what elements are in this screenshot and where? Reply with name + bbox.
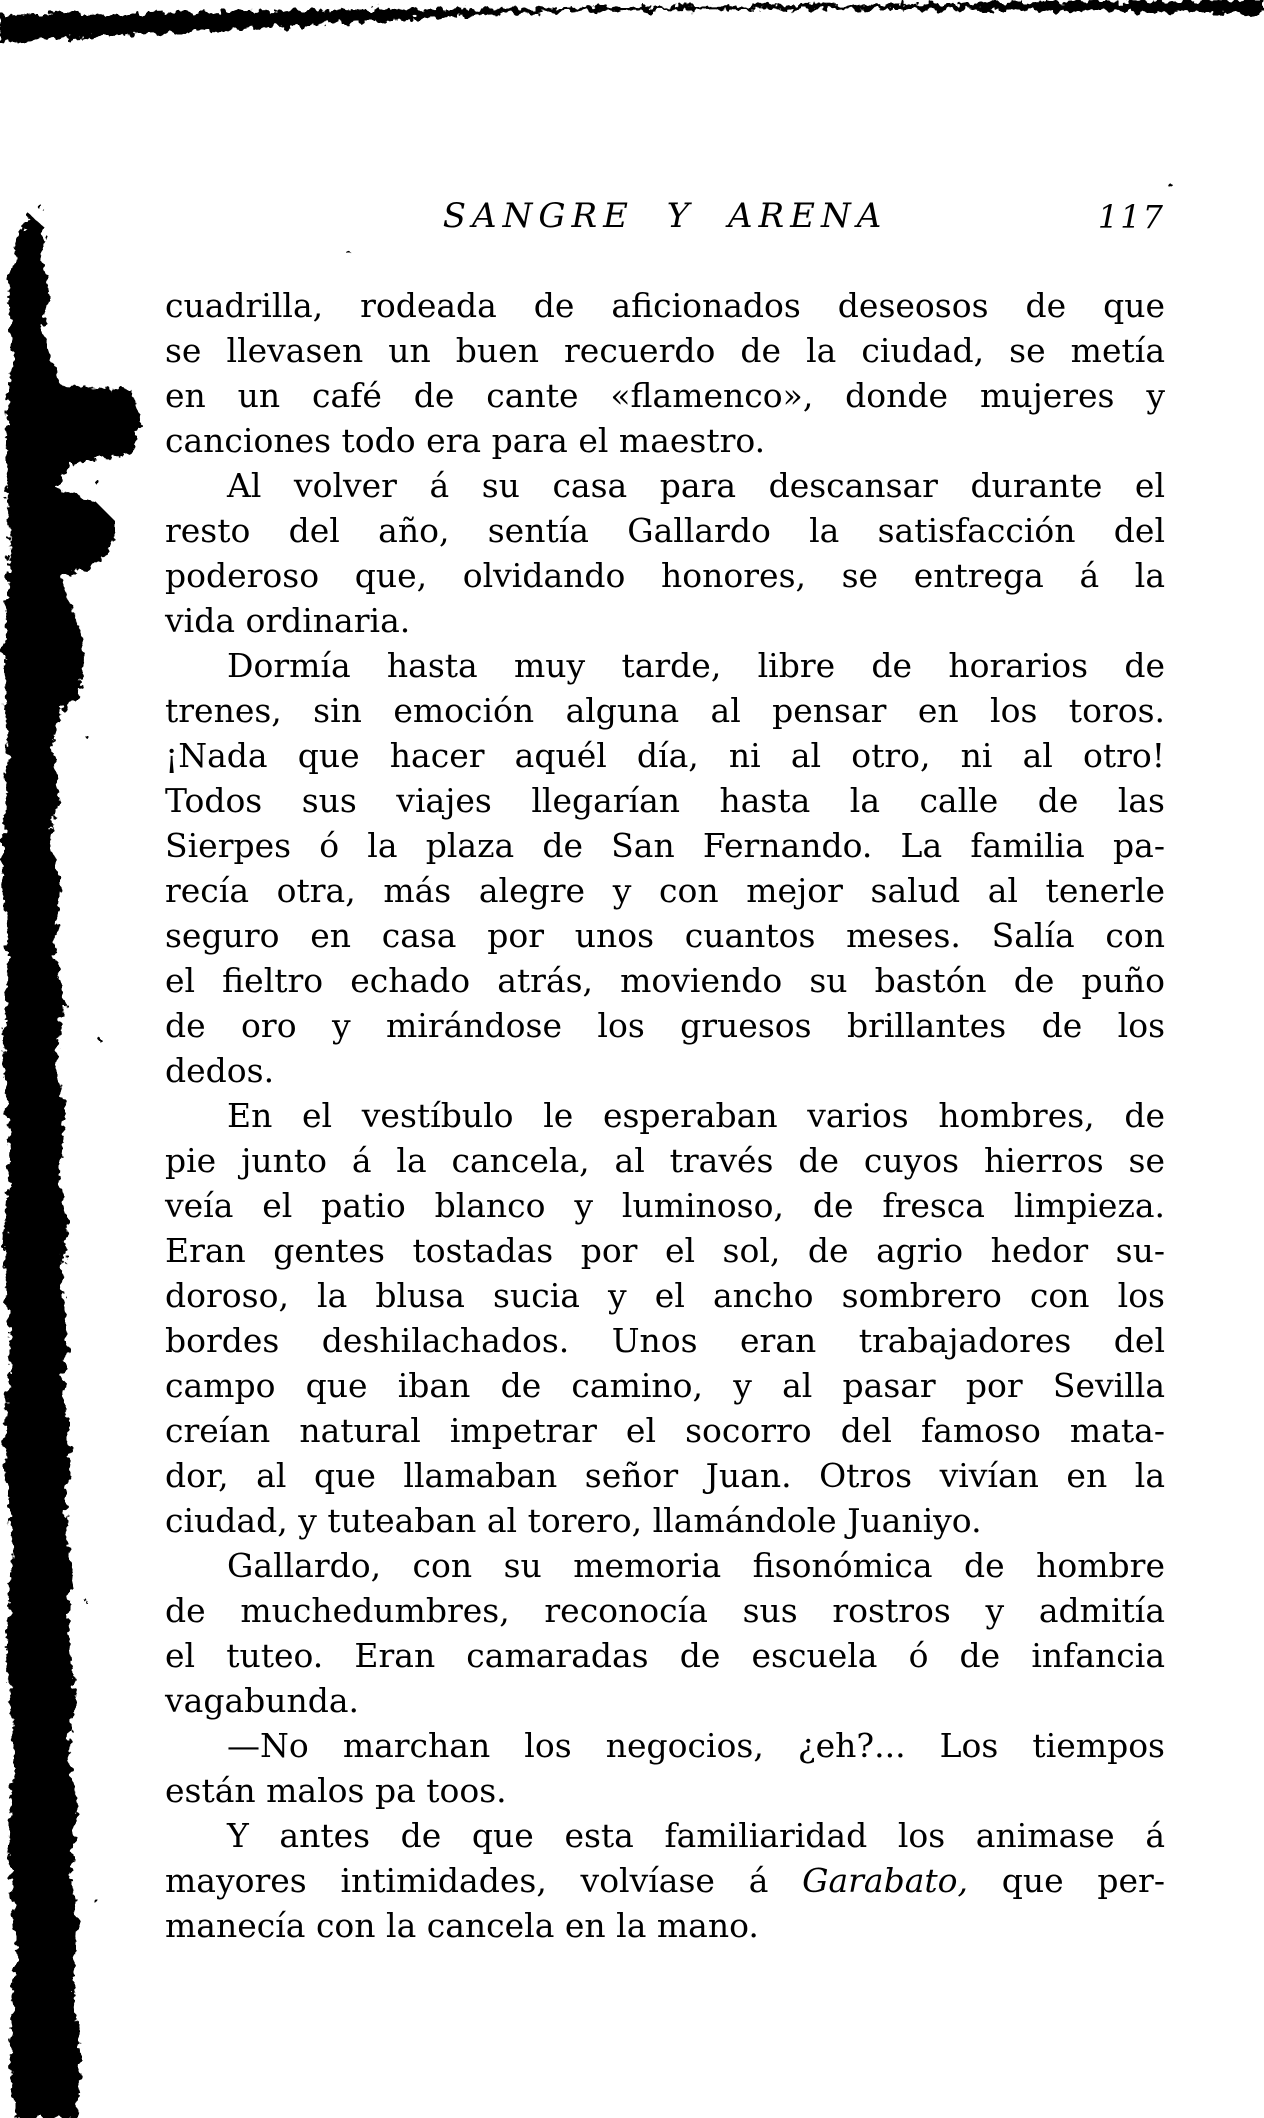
text-line: el fieltro echado atrás, moviendo su bastón de puño [165, 961, 1165, 1000]
text-segment: que per- [968, 1861, 1165, 1900]
text-segment: mayores intimidades, volvíase á [165, 1861, 803, 1900]
text-line: Sierpes ó la plaza de San Fernando. La familia pa- [165, 826, 1165, 865]
text-line: cuadrilla, rodeada de aficionados deseosos de que [165, 286, 1165, 325]
text-line: Todos sus viajes llegarían hasta la calle de las [165, 781, 1165, 820]
text-line: Al volver á su casa para descansar durante el [227, 466, 1165, 505]
text-line: En el vestíbulo le esperaban varios hombres, de [227, 1096, 1165, 1135]
paragraph [165, 283, 1165, 463]
text-line: ¡Nada que hacer aquél día, ni al otro, ni al otro! [165, 736, 1165, 775]
text-line: campo que iban de camino, y al pasar por Sevilla [165, 1366, 1165, 1405]
text-line: doroso, la blusa sucia y el ancho sombrero con los [165, 1276, 1165, 1315]
text-line: se llevasen un buen recuerdo de la ciudad, se metía [165, 331, 1165, 370]
text-line: poderoso que, olvidando honores, se entrega á la [165, 556, 1165, 595]
paragraph [165, 1723, 1165, 1813]
text-line: Dormía hasta muy tarde, libre de horarios de [227, 646, 1165, 685]
text-line: ciudad, y tuteaban al torero, llamándole Juaniyo. [165, 1501, 982, 1540]
page-header [165, 196, 1165, 244]
text-line: Eran gentes tostadas por el sol, de agrio hedor su- [165, 1231, 1165, 1270]
paragraph [165, 643, 1165, 1093]
text-line: están malos pa toos. [165, 1771, 507, 1810]
paragraph [165, 463, 1165, 643]
text-line: de oro y mirándose los gruesos brillantes de los [165, 1006, 1165, 1045]
italic-text: Garabato, [802, 1861, 969, 1900]
text-line [165, 1858, 1165, 1903]
paragraph [165, 1813, 1165, 1948]
text-line: dor, al que llamaban señor Juan. Otros vivían en la [165, 1456, 1165, 1495]
text-line: resto del año, sentía Gallardo la satisfacción del [165, 511, 1165, 550]
text-line: dedos. [165, 1051, 275, 1090]
text-line: canciones todo era para el maestro. [165, 421, 766, 460]
text-line: —No marchan los negocios, ¿eh?... Los tiempos [227, 1726, 1165, 1765]
text-line: Y antes de que esta familiaridad los animase á [227, 1816, 1165, 1855]
text-line: vida ordinaria. [165, 601, 411, 640]
text-line: veía el patio blanco y luminoso, de fresca limpieza. [165, 1186, 1165, 1225]
page-number: 117 [1097, 198, 1165, 236]
text-body [165, 283, 1165, 1948]
text-line: pie junto á la cancela, al través de cuyos hierros se [165, 1141, 1165, 1180]
running-title: SANGRE Y ARENA [442, 196, 888, 236]
text-line: bordes deshilachados. Unos eran trabajadores del [165, 1321, 1165, 1360]
text-line: manecía con la cancela en la mano. [165, 1906, 759, 1945]
scan-artifact-top-edge [0, 0, 1264, 43]
scan-artifact-binding-shadow [2, 215, 140, 2118]
text-line: seguro en casa por unos cuantos meses. Salía con [165, 916, 1165, 955]
text-line: en un café de cante «flamenco», donde mujeres y [165, 376, 1165, 415]
text-line: Gallardo, con su memoria fisonómica de hombre [227, 1546, 1165, 1585]
text-line: de muchedumbres, reconocía sus rostros y admitía [165, 1591, 1165, 1630]
paragraph [165, 1543, 1165, 1723]
paragraph [165, 1093, 1165, 1543]
text-line: creían natural impetrar el socorro del famoso mata- [165, 1411, 1165, 1450]
text-line: trenes, sin emoción alguna al pensar en los toros. [165, 691, 1165, 730]
text-line: vagabunda. [165, 1681, 360, 1720]
text-line: recía otra, más alegre y con mejor salud al tenerle [165, 871, 1165, 910]
text-line: el tuteo. Eran camaradas de escuela ó de infancia [165, 1636, 1165, 1675]
